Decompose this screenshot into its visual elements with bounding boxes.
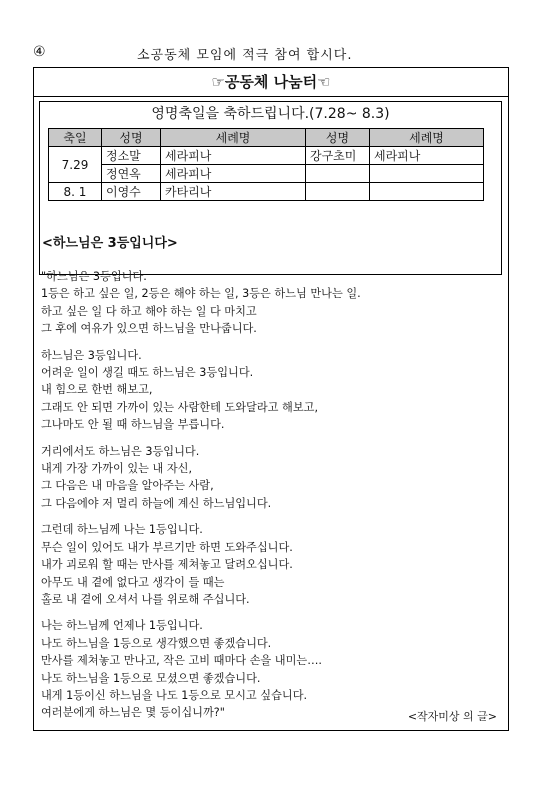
poem-stanza <box>41 617 501 721</box>
member-name: 이영수 <box>102 183 161 201</box>
poem-line: 그나마도 안 될 때 하느님을 부릅니다. <box>41 418 225 432</box>
poem-line: 어려운 일이 생길 때도 하느님은 3등입니다. <box>41 366 254 380</box>
celebration-heading: 영명축일을 축하드립니다.(7.28~ 8.3) <box>151 106 390 122</box>
member-name: 정연옥 <box>102 165 161 183</box>
baptismal-name: 세라피나 <box>161 165 306 183</box>
poem-line: 아무도 내 곁에 없다고 생각이 들 때는 <box>41 575 225 589</box>
poem-stanza <box>41 521 501 608</box>
poem-line: 그런데 하느님께 나는 1등입니다. <box>41 523 203 537</box>
feast-date: 8. 1 <box>49 183 102 201</box>
poem-author: <작자미상 의 글> <box>407 710 497 723</box>
table-header-row <box>49 129 484 147</box>
column-header: 성명 <box>306 129 370 147</box>
member-name: 강구초미 <box>306 147 370 165</box>
column-header: 성명 <box>102 129 161 147</box>
poem-line: 하느님은 3등입니다. <box>41 348 142 362</box>
baptismal-name: 세라피나 <box>370 147 484 165</box>
poem-line: 내게 1등이신 하느님을 나도 1등으로 모시고 싶습니다. <box>41 688 308 702</box>
poem-line: 그 다음에야 저 멀리 하늘에 계신 하느님입니다. <box>41 496 272 510</box>
column-header: 세례명 <box>370 129 484 147</box>
poem-line: 나는 하느님께 언제나 1등입니다. <box>41 619 203 633</box>
poem-line: 내 힘으로 한번 해보고, <box>41 383 153 397</box>
table-row <box>49 183 484 201</box>
baptismal-name <box>370 183 484 201</box>
poem-line: 나도 하느님을 1등으로 생각했으면 좋겠습니다. <box>41 636 272 650</box>
bulletin-title: ☞공동체 나눔터☜ <box>34 68 508 97</box>
poem-stanza <box>41 268 501 338</box>
baptismal-name: 카타리나 <box>161 183 306 201</box>
poem-body <box>41 268 501 731</box>
baptismal-name <box>370 165 484 183</box>
poem-line: 만사를 제쳐놓고 만나고, 작은 고비 때마다 손을 내미는…. <box>41 654 322 668</box>
poem-line: 여러분에게 하느님은 몇 등이십니까?" <box>41 706 225 720</box>
poem-stanza <box>41 443 501 513</box>
member-name: 정소말 <box>102 147 161 165</box>
poem-line: 홀로 내 곁에 오셔서 나를 위로해 주십니다. <box>41 592 250 606</box>
poem-line: 1등은 하고 싶은 일, 2등은 해야 하는 일, 3등은 하느님 만나는 일. <box>41 287 361 301</box>
page-number: ④ <box>33 44 46 60</box>
member-name <box>306 165 370 183</box>
poem-line: "하느님은 3등입니다. <box>41 270 147 283</box>
poem-line: 무슨 일이 있어도 내가 부르기만 하면 도와주십니다. <box>41 540 293 554</box>
poem-line: 하고 싶은 일 다 하고 해야 하는 일 다 마치고 <box>41 304 257 318</box>
feast-day-table <box>48 128 484 201</box>
poem-line: 그 다음은 내 마음을 알아주는 사람, <box>41 479 214 493</box>
column-header: 세례명 <box>161 129 306 147</box>
column-header: 축일 <box>49 129 102 147</box>
poem-line: 그 후에 여유가 있으면 하느님을 만나줍니다. <box>41 322 257 336</box>
feast-date: 7.29 <box>49 147 102 183</box>
bulletin-frame <box>33 67 509 731</box>
poem-line: 내가 괴로워 할 때는 만사를 제쳐놓고 달려오십니다. <box>41 558 293 572</box>
header-slogan: 소공동체 모임에 적극 참여 합시다. <box>137 48 353 63</box>
member-name <box>306 183 370 201</box>
baptismal-name: 세라피나 <box>161 147 306 165</box>
poem-stanza <box>41 347 501 434</box>
poem-line: 거리에서도 하느님은 3등입니다. <box>41 444 200 458</box>
table-row <box>49 147 484 165</box>
table-row <box>49 165 484 183</box>
poem-title: <하느님은 3등입니다> <box>42 236 178 251</box>
poem-line: 그래도 안 되면 가까이 있는 사람한테 도와달라고 해보고, <box>41 400 319 414</box>
poem-line: 내게 가장 가까이 있는 내 자신, <box>41 462 193 476</box>
poem-line: 나도 하느님을 1등으로 모셨으면 좋겠습니다. <box>41 671 261 685</box>
